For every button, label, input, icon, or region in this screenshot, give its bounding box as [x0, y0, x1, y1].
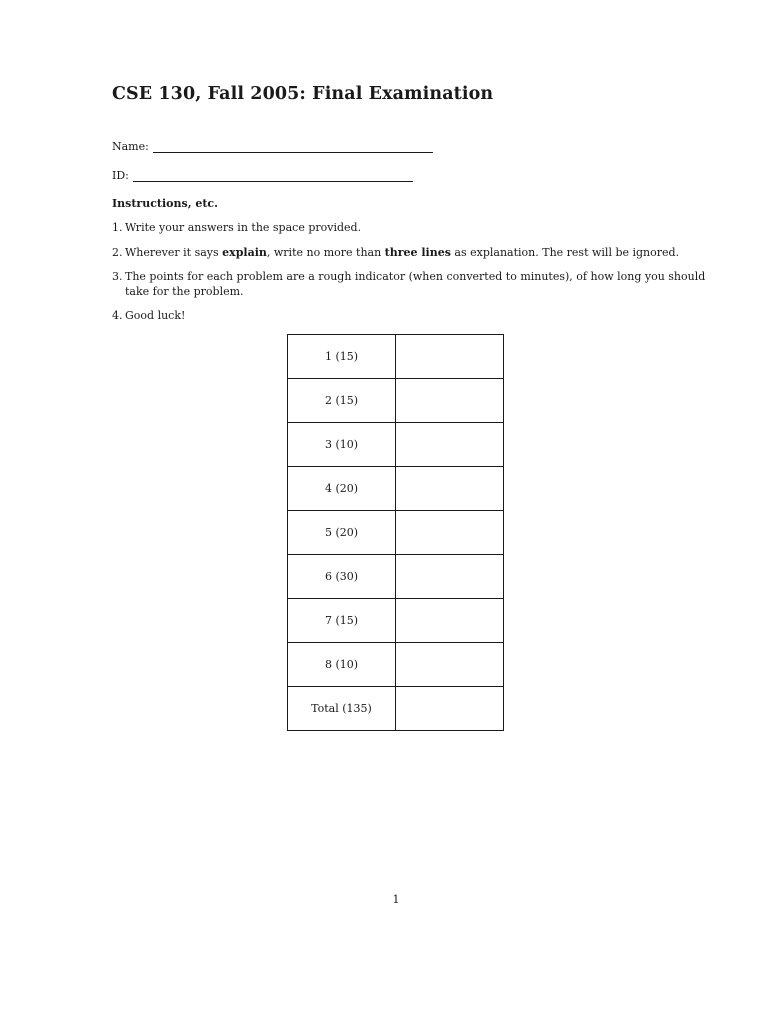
score-cell[interactable]	[396, 555, 504, 599]
table-row	[288, 643, 504, 687]
instruction-number: 4.	[112, 309, 123, 322]
score-cell[interactable]	[396, 511, 504, 555]
instruction-emphasis-three-lines: three lines	[384, 245, 451, 259]
table-row	[288, 379, 504, 423]
instruction-item-1	[112, 221, 712, 236]
table-row	[288, 467, 504, 511]
instructions-heading: Instructions, etc.	[112, 197, 218, 210]
instruction-item-2	[112, 246, 712, 261]
page-title: CSE 130, Fall 2005: Final Examination	[112, 84, 494, 104]
problem-label-cell: 8 (10)	[288, 643, 396, 687]
instruction-text: Good luck!	[125, 309, 186, 322]
id-field[interactable]	[112, 169, 413, 182]
instruction-text: , write no more than	[266, 245, 385, 259]
problem-label-cell: 6 (30)	[288, 555, 396, 599]
problem-label-cell: 2 (15)	[288, 379, 396, 423]
table-row	[288, 511, 504, 555]
table-row-total	[288, 687, 504, 731]
instruction-text: as explanation. The rest will be ignored.	[450, 245, 680, 259]
instruction-number: 1.	[112, 221, 123, 234]
score-cell[interactable]	[396, 643, 504, 687]
table-row	[288, 555, 504, 599]
table-row	[288, 423, 504, 467]
score-cell[interactable]	[396, 379, 504, 423]
instruction-item-4	[112, 309, 712, 324]
instructions-list	[112, 221, 712, 334]
total-score-cell[interactable]	[396, 687, 504, 731]
instruction-number: 2.	[112, 245, 123, 259]
instruction-text: The points for each problem are a rough indicator (when converted to minutes), of how long you should take for the problem.	[125, 270, 706, 298]
score-cell[interactable]	[396, 467, 504, 511]
id-blank-line[interactable]	[133, 170, 413, 182]
instruction-item-3	[112, 270, 712, 299]
problem-label-cell: 1 (15)	[288, 335, 396, 379]
score-table	[287, 334, 504, 731]
instruction-text: Wherever it says	[125, 245, 223, 259]
name-label: Name:	[112, 140, 149, 153]
name-field[interactable]	[112, 140, 433, 153]
problem-label-cell: 5 (20)	[288, 511, 396, 555]
table-row	[288, 599, 504, 643]
problem-label-cell: 7 (15)	[288, 599, 396, 643]
total-label-cell: Total (135)	[288, 687, 396, 731]
instruction-emphasis-explain: explain	[222, 245, 267, 259]
problem-label-cell: 3 (10)	[288, 423, 396, 467]
score-cell[interactable]	[396, 335, 504, 379]
problem-label-cell: 4 (20)	[288, 467, 396, 511]
table-row	[288, 335, 504, 379]
id-label: ID:	[112, 169, 129, 182]
score-cell[interactable]	[396, 423, 504, 467]
instruction-number: 3.	[112, 270, 123, 283]
page-number: 1	[392, 893, 400, 906]
instruction-text: Write your answers in the space provided.	[125, 221, 362, 234]
name-blank-line[interactable]	[153, 141, 433, 153]
score-cell[interactable]	[396, 599, 504, 643]
